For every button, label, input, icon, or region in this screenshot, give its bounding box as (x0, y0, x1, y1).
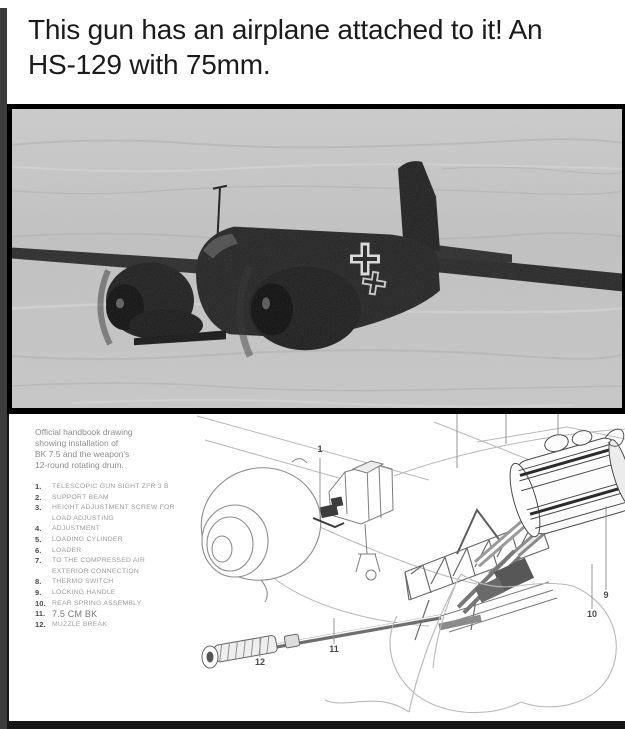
gun-barrel-drawing (202, 616, 441, 669)
post-title-line1: This gun has an airplane attached to it! An (28, 14, 543, 45)
legend-item-label: TO THE COMPRESSED AIR EXTERIOR CONNECTION (52, 557, 145, 575)
legend-item-number: 5. (35, 534, 42, 544)
legend-item-label: LOCKING HANDLE (52, 588, 116, 596)
callout-number: 1 (317, 444, 323, 454)
legend-item (35, 493, 195, 504)
breech-assembly (439, 554, 557, 632)
bottom-edge-bar (7, 721, 625, 729)
legend-item (35, 546, 195, 557)
legend-item-label: LOADER (52, 546, 82, 554)
legend-item (35, 535, 195, 546)
legend-item (35, 588, 195, 599)
legend-item-number: 4. (35, 524, 42, 534)
legend-list (35, 482, 195, 630)
legend-item-label: TELESCOPIC GUN SIGHT ZFR 3 B (52, 483, 169, 490)
drawing-caption (35, 427, 195, 471)
callout-number: 10 (586, 609, 598, 619)
legend-item-number: 9. (35, 587, 42, 597)
legend-item-number: 3. (35, 503, 42, 513)
legend-item-label: LOADING CYLINDER (52, 535, 123, 543)
callout-number: 9 (603, 590, 609, 600)
legend-item-number: 7. (35, 556, 42, 566)
aircraft-photo (7, 104, 625, 414)
legend-item-number: 1. (35, 482, 42, 491)
legend-item-label: THERMO SWITCH (52, 578, 114, 586)
legend-item-label: ADJUSTMENT (52, 525, 101, 533)
legend-item (35, 482, 195, 493)
legend-item-label: MUZZLE BREAK (52, 620, 108, 628)
caption-line: showing installation of (35, 438, 119, 448)
legend-item-number: 11. (35, 609, 46, 619)
legend-item (35, 503, 195, 524)
legend-item (35, 556, 195, 577)
aircraft-photo-canvas (12, 109, 622, 408)
caption-line: Official handbook drawing (35, 427, 133, 437)
callout-number: 12 (254, 657, 266, 667)
legend-item (35, 620, 195, 631)
caption-line: BK 7.5 and the weapon's (35, 449, 130, 459)
legend-item-label: HEIGHT ADJUSTMENT SCREW FOR LOAD ADJUSTING (52, 504, 175, 522)
legend-item-label: REAR SPRING ASSEMBLY (52, 599, 142, 607)
legend-block (35, 427, 195, 630)
post-title (28, 12, 613, 82)
handbook-drawing-panel (7, 414, 625, 721)
legend-item-label: SUPPORT BEAM (52, 493, 109, 501)
legend-item-number: 10. (35, 598, 46, 608)
legend-item (35, 577, 195, 588)
muzzle-brake (214, 635, 278, 663)
callout-number: 11 (329, 644, 339, 654)
legend-item-number: 6. (35, 545, 42, 555)
legend-item-number: 12. (35, 619, 46, 629)
caption-line: 12-round rotating drum. (35, 460, 124, 470)
post-title-line2: HS-129 with 75mm. (28, 49, 271, 80)
legend-item (35, 524, 195, 535)
film-grain-overlay (12, 109, 622, 408)
legend-item-label: 7.5 CM BK (52, 609, 98, 620)
legend-item-number: 8. (35, 577, 42, 587)
legend-item-number: 2. (35, 492, 42, 502)
cockpit-frame (329, 461, 393, 580)
legend-item (35, 599, 195, 610)
left-edge-bar (0, 8, 7, 729)
legend-item (35, 609, 195, 620)
engine-cowling (189, 455, 333, 602)
